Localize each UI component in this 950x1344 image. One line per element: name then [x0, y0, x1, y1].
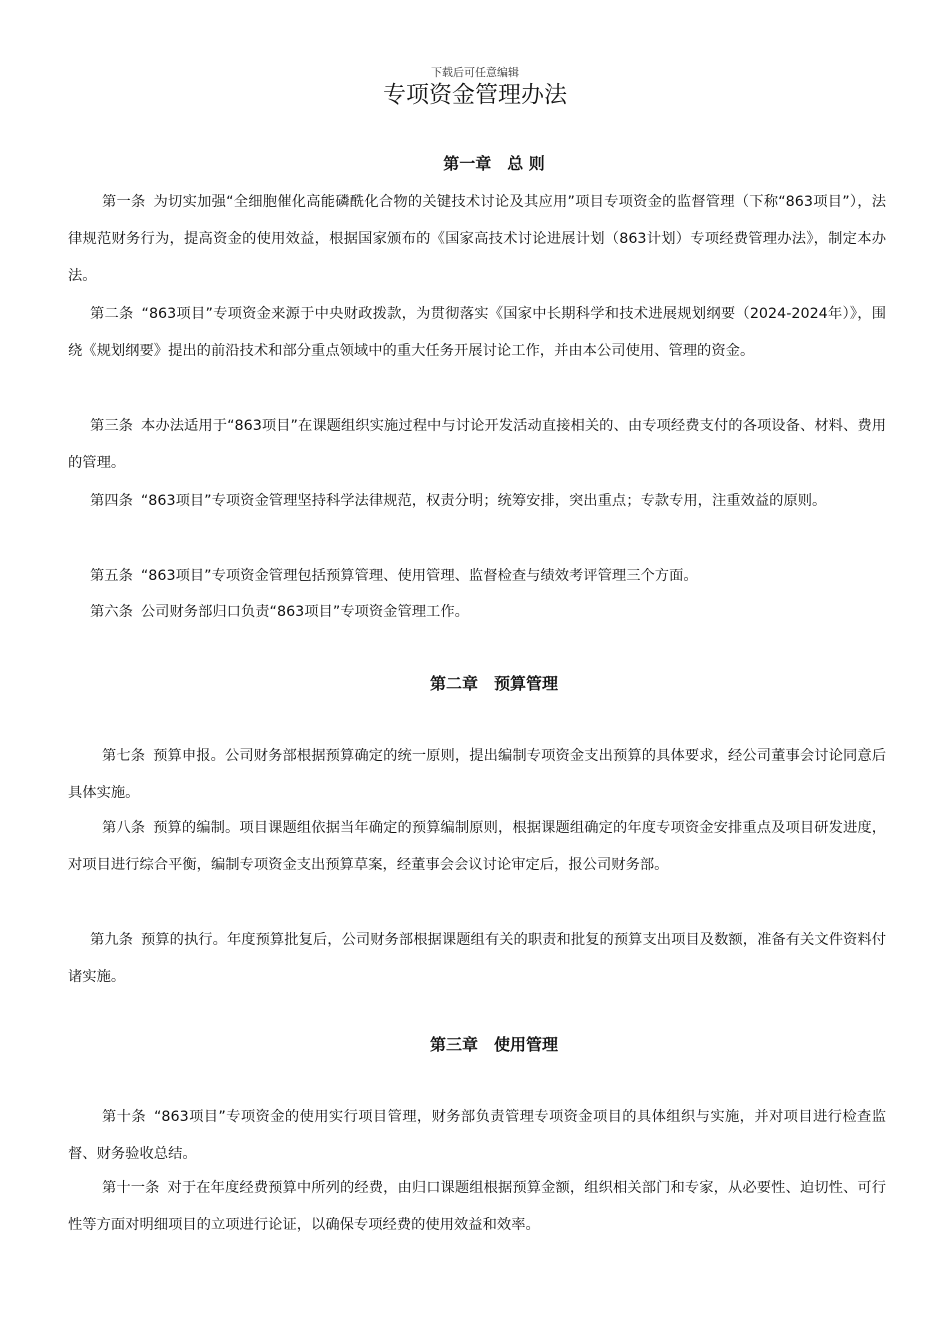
- article-label: 第七条: [102, 748, 146, 764]
- chapter-heading-1: 第一章 总 则: [443, 154, 545, 173]
- article-text: “863项目”专项资金管理坚持科学法律规范，权责分明；统筹安排，突出重点；专款专用，注重效益的原则。: [140, 493, 827, 509]
- article-label: 第九条: [90, 932, 133, 948]
- article-label: 第四条: [90, 493, 133, 509]
- article-text: “863项目”专项资金来源于中央财政拨款，为贯彻落实《国家中长期科学和技术进展规划纲要（2024-2024年）》，围绕《规划纲要》提出的前沿技术和部分重点领域中的重大任务开展讨论工作，并由本公司使用、管理的资金。: [68, 306, 886, 359]
- article-2: [68, 296, 886, 370]
- article-1: [68, 184, 886, 295]
- article-text: 为切实加强“全细胞催化高能磷酰化合物的关键技术讨论及其应用”项目专项资金的监督管理（下称“863项目”），法律规范财务行为，提高资金的使用效益，根据国家颁布的《国家高技术讨论进展计划（863计划）专项经费管理办法》，制定本办法。: [68, 194, 887, 284]
- document-title: 专项资金管理办法: [383, 82, 567, 108]
- article-4: [68, 483, 886, 520]
- article-label: 第二条: [90, 306, 134, 322]
- article-label: 第一条: [102, 194, 146, 210]
- article-9: [68, 922, 886, 996]
- article-11: [68, 1170, 886, 1244]
- chapter-heading-2: 第二章 预算管理: [429, 674, 558, 693]
- article-text: “863项目”专项资金管理包括预算管理、使用管理、监督检查与绩效考评管理三个方面。: [140, 568, 698, 584]
- article-text: 预算的编制。项目课题组依据当年确定的预算编制原则，根据课题组确定的年度专项资金安排重点及项目研发进度，对项目进行综合平衡，编制专项资金支出预算草案，经董事会会议讨论审定后，报公司财务部。: [68, 820, 887, 873]
- article-text: 本办法适用于“863项目”在课题组织实施过程中与讨论开发活动直接相关的、由专项经费支付的各项设备、材料、费用的管理。: [68, 418, 886, 471]
- article-5: [68, 558, 886, 595]
- article-label: 第十条: [102, 1109, 147, 1125]
- article-label: 第十一条: [102, 1180, 160, 1196]
- article-text: 预算申报。公司财务部根据预算确定的统一原则，提出编制专项资金支出预算的具体要求，经公司董事会讨论同意后具体实施。: [68, 748, 887, 801]
- chapter-heading-3: 第三章 使用管理: [429, 1035, 558, 1054]
- article-text: 预算的执行。年度预算批复后，公司财务部根据课题组有关的职责和批复的预算支出项目及数额，准备有关文件资料付诸实施。: [68, 932, 886, 985]
- article-8: [68, 810, 886, 884]
- watermark-text: 下载后可任意编辑: [431, 66, 519, 79]
- article-text: “863项目”专项资金的使用实行项目管理，财务部负责管理专项资金项目的具体组织与实施，并对项目进行检查监督、财务验收总结。: [68, 1109, 886, 1162]
- article-label: 第三条: [90, 418, 134, 434]
- article-label: 第八条: [102, 820, 146, 836]
- article-10: [68, 1099, 886, 1173]
- article-3: [68, 408, 886, 482]
- article-label: 第六条: [90, 604, 133, 620]
- article-text: 对于在年度经费预算中所列的经费，由归口课题组根据预算金额，组织相关部门和专家，从必要性、迫切性、可行性等方面对明细项目的立项进行论证，以确保专项经费的使用效益和效率。: [68, 1180, 887, 1233]
- article-text: 公司财务部归口负责“863项目”专项资金管理工作。: [140, 604, 469, 620]
- article-6: [68, 594, 886, 631]
- article-label: 第五条: [90, 568, 133, 584]
- article-7: [68, 738, 886, 812]
